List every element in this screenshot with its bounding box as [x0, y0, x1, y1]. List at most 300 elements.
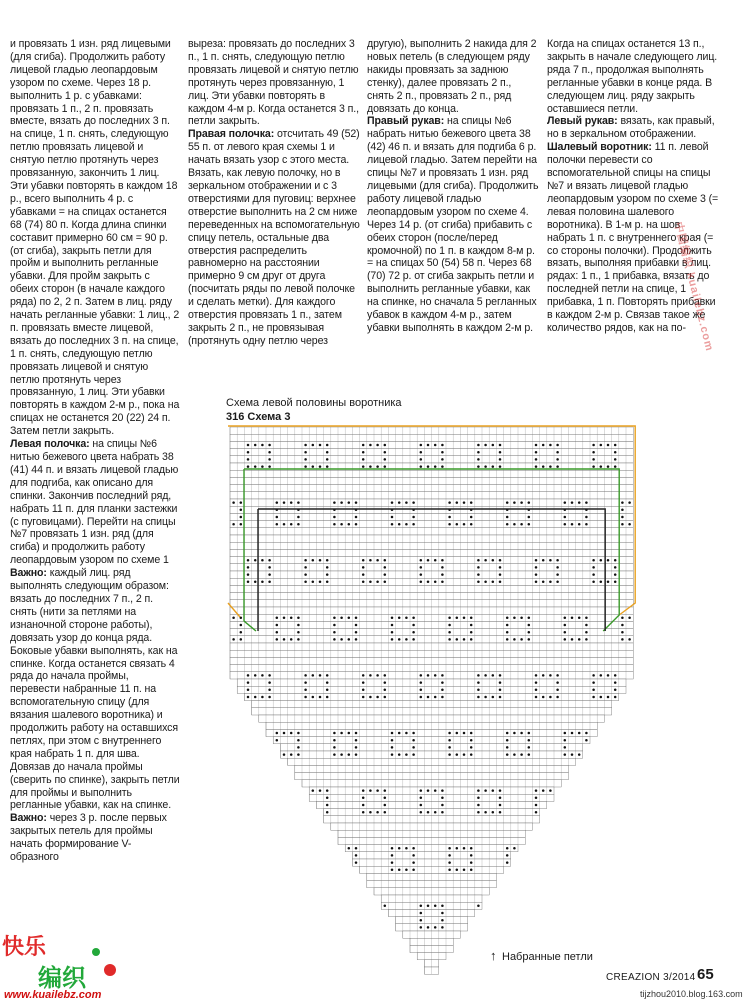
- pattern-dot: [456, 732, 459, 735]
- pattern-dot: [420, 797, 423, 800]
- watermark-vertical: 中国编织 kuailebz.com: [671, 220, 716, 353]
- pattern-dot: [535, 573, 538, 576]
- pattern-dot: [405, 501, 408, 504]
- pattern-dot: [585, 523, 588, 526]
- pattern-dot: [384, 811, 387, 814]
- pattern-dot: [513, 847, 516, 850]
- pattern-dot: [355, 631, 358, 634]
- pattern-dot: [535, 444, 538, 447]
- pattern-dot: [492, 674, 495, 677]
- pattern-dot: [448, 861, 451, 864]
- pattern-dot: [585, 739, 588, 742]
- pattern-dot: [448, 523, 451, 526]
- pattern-dot: [448, 638, 451, 641]
- pattern-dot: [520, 523, 523, 526]
- pattern-dot: [355, 638, 358, 641]
- pattern-dot: [348, 501, 351, 504]
- pattern-dot: [499, 811, 502, 814]
- pattern-dot: [470, 638, 473, 641]
- pattern-dot: [369, 581, 372, 584]
- pattern-dot: [240, 631, 243, 634]
- pattern-dot: [333, 631, 336, 634]
- pattern-dot: [578, 523, 581, 526]
- pattern-dot: [477, 811, 480, 814]
- pattern-dot: [333, 746, 336, 749]
- pattern-dot: [362, 804, 365, 807]
- pattern-dot: [614, 689, 617, 692]
- pattern-dot: [376, 811, 379, 814]
- pattern-dot: [340, 753, 343, 756]
- pattern-dot: [556, 566, 559, 569]
- pattern-dot: [513, 638, 516, 641]
- pattern-dot: [348, 847, 351, 850]
- pattern-dot: [420, 458, 423, 461]
- pattern-dot: [549, 696, 552, 699]
- pattern-dot: [268, 681, 271, 684]
- pattern-dot: [355, 617, 358, 620]
- cast-on-label: Набранные петли: [502, 951, 593, 963]
- pattern-dot: [506, 516, 509, 519]
- pattern-dot: [384, 566, 387, 569]
- paragraph-text: на спицы №6 набрать нитью бежевого цвета 38 (42) 46 п. и вязать для подгиба 6 р. лицевой гладью. Затем перейти на спицы №7 и провязать 1 изн. ряд лицевыми (для сгиба). Продолжить работу лицевой гладью леопардовым узором по схеме 4. Через 14 р. (от сгиба) прибавить с обеих сторон (после/перед кромочной) по 1 п. в каждом 8-м р. = на спицах 50 (54) 58 п. Через 68 (70) 72 р. от сгиба закрыть петли и выполнить регланные убавки, как на спинке, но сначала 5 регланных убавок в каждом 4-м р., затем убавки выполнять в каждом 2-м р.: [367, 115, 539, 334]
- pattern-dot: [585, 624, 588, 627]
- pattern-dot: [607, 696, 610, 699]
- svg-text:编织: 编织: [38, 964, 86, 992]
- pattern-dot: [384, 804, 387, 807]
- pattern-dot: [520, 732, 523, 735]
- pattern-dot: [297, 638, 300, 641]
- pattern-dot: [506, 732, 509, 735]
- pattern-dot: [297, 501, 300, 504]
- pattern-dot: [355, 847, 358, 850]
- pattern-dot: [268, 573, 271, 576]
- pattern-dot: [391, 516, 394, 519]
- pattern-dot: [420, 789, 423, 792]
- pattern-dot: [542, 465, 545, 468]
- pattern-dot: [420, 905, 423, 908]
- pattern-dot: [398, 617, 401, 620]
- pattern-dot: [405, 523, 408, 526]
- pattern-dot: [578, 753, 581, 756]
- pattern-dot: [348, 523, 351, 526]
- pattern-dot: [348, 732, 351, 735]
- pattern-dot: [304, 581, 307, 584]
- pattern-dot: [578, 617, 581, 620]
- pattern-dot: [420, 689, 423, 692]
- pattern-dot: [477, 451, 480, 454]
- pattern-dot: [592, 566, 595, 569]
- pattern-dot: [326, 797, 329, 800]
- pattern-dot: [254, 559, 257, 562]
- pattern-dot: [434, 811, 437, 814]
- pattern-dot: [297, 631, 300, 634]
- pattern-dot: [297, 732, 300, 735]
- pattern-dot: [549, 674, 552, 677]
- pattern-dot: [420, 811, 423, 814]
- pattern-dot: [261, 674, 264, 677]
- pattern-dot: [585, 501, 588, 504]
- pattern-dot: [412, 746, 415, 749]
- pattern-dot: [405, 847, 408, 850]
- pattern-dot: [456, 847, 459, 850]
- pattern-dot: [592, 674, 595, 677]
- pattern-dot: [304, 573, 307, 576]
- paragraph: [547, 115, 721, 141]
- pattern-dot: [513, 523, 516, 526]
- pattern-dot: [441, 811, 444, 814]
- pattern-dot: [607, 465, 610, 468]
- pattern-dot: [492, 444, 495, 447]
- pattern-dot: [600, 674, 603, 677]
- pattern-dot: [398, 732, 401, 735]
- pattern-dot: [434, 696, 437, 699]
- pattern-dot: [463, 501, 466, 504]
- pattern-dot: [362, 444, 365, 447]
- pattern-dot: [499, 566, 502, 569]
- pattern-dot: [470, 631, 473, 634]
- pattern-dot: [369, 465, 372, 468]
- pattern-dot: [362, 689, 365, 692]
- pattern-dot: [268, 451, 271, 454]
- pattern-dot: [528, 638, 531, 641]
- pattern-dot: [412, 861, 415, 864]
- pattern-dot: [528, 746, 531, 749]
- pattern-dot: [542, 559, 545, 562]
- section-heading: Правая полочка:: [188, 128, 275, 141]
- pattern-dot: [556, 581, 559, 584]
- pattern-dot: [268, 696, 271, 699]
- pattern-dot: [441, 465, 444, 468]
- pattern-dot: [513, 501, 516, 504]
- pattern-dot: [564, 631, 567, 634]
- pattern-dot: [427, 674, 430, 677]
- pattern-dot: [448, 516, 451, 519]
- section-heading: Важно:: [10, 567, 47, 580]
- pattern-dot: [326, 451, 329, 454]
- pattern-dot: [535, 804, 538, 807]
- pattern-dot: [499, 451, 502, 454]
- pattern-dot: [506, 624, 509, 627]
- pattern-dot: [326, 681, 329, 684]
- pattern-dot: [376, 444, 379, 447]
- pattern-dot: [384, 696, 387, 699]
- pattern-dot: [333, 617, 336, 620]
- pattern-dot: [420, 681, 423, 684]
- pattern-dot: [542, 581, 545, 584]
- pattern-dot: [564, 516, 567, 519]
- pattern-dot: [391, 501, 394, 504]
- pattern-dot: [376, 465, 379, 468]
- pattern-dot: [398, 869, 401, 872]
- pattern-dot: [470, 753, 473, 756]
- pattern-dot: [520, 638, 523, 641]
- pattern-dot: [535, 789, 538, 792]
- pattern-dot: [506, 617, 509, 620]
- pattern-dot: [600, 559, 603, 562]
- text-column-2: [188, 38, 360, 386]
- pattern-dot: [535, 559, 538, 562]
- pattern-dot: [614, 674, 617, 677]
- pattern-dot: [535, 797, 538, 800]
- pattern-dot: [268, 674, 271, 677]
- pattern-dot: [600, 581, 603, 584]
- pattern-dot: [283, 501, 286, 504]
- pattern-dot: [362, 573, 365, 576]
- pattern-dot: [340, 501, 343, 504]
- pattern-dot: [340, 523, 343, 526]
- pattern-dot: [542, 789, 545, 792]
- pattern-dot: [420, 674, 423, 677]
- pattern-dot: [441, 458, 444, 461]
- pattern-dot: [398, 523, 401, 526]
- pattern-dot: [326, 581, 329, 584]
- pattern-dot: [369, 696, 372, 699]
- pattern-dot: [376, 789, 379, 792]
- pattern-dot: [441, 444, 444, 447]
- pattern-dot: [564, 739, 567, 742]
- pattern-dot: [362, 696, 365, 699]
- pattern-dot: [304, 451, 307, 454]
- pattern-dot: [412, 869, 415, 872]
- pattern-dot: [456, 501, 459, 504]
- pattern-dot: [621, 631, 624, 634]
- pattern-dot: [355, 516, 358, 519]
- pattern-dot: [600, 696, 603, 699]
- cast-on-arrow-icon: ↑: [490, 948, 497, 963]
- pattern-dot: [427, 581, 430, 584]
- pattern-dot: [621, 624, 624, 627]
- pattern-dot: [628, 501, 631, 504]
- pattern-dot: [506, 523, 509, 526]
- paragraph: [10, 567, 180, 812]
- pattern-dot: [528, 631, 531, 634]
- pattern-dot: [376, 696, 379, 699]
- pattern-dot: [391, 746, 394, 749]
- pattern-dot: [297, 624, 300, 627]
- pattern-dot: [348, 753, 351, 756]
- pattern-dot: [542, 674, 545, 677]
- pattern-dot: [513, 617, 516, 620]
- pattern-dot: [276, 501, 279, 504]
- pattern-dot: [405, 617, 408, 620]
- pattern-dot: [283, 617, 286, 620]
- pattern-dot: [304, 681, 307, 684]
- pattern-dot: [499, 458, 502, 461]
- pattern-dot: [528, 523, 531, 526]
- pattern-dot: [304, 465, 307, 468]
- pattern-dot: [470, 739, 473, 742]
- pattern-dot: [276, 638, 279, 641]
- pattern-dot: [384, 689, 387, 692]
- chart-caption: Схема левой половины воротника: [226, 397, 402, 409]
- pattern-dot: [326, 465, 329, 468]
- pattern-dot: [535, 811, 538, 814]
- pattern-dot: [297, 523, 300, 526]
- pattern-dot: [564, 523, 567, 526]
- pattern-dot: [477, 797, 480, 800]
- pattern-dot: [556, 696, 559, 699]
- pattern-dot: [628, 617, 631, 620]
- pattern-dot: [492, 559, 495, 562]
- pattern-dot: [434, 926, 437, 929]
- pattern-dot: [326, 444, 329, 447]
- pattern-dot: [304, 458, 307, 461]
- pattern-dot: [607, 444, 610, 447]
- pattern-dot: [614, 573, 617, 576]
- pattern-dot: [434, 465, 437, 468]
- pattern-dot: [549, 444, 552, 447]
- pattern-dot: [535, 566, 538, 569]
- section-heading: Шалевый воротник:: [547, 141, 652, 154]
- pattern-dot: [369, 559, 372, 562]
- pattern-dot: [290, 638, 293, 641]
- pattern-dot: [391, 854, 394, 857]
- pattern-dot: [355, 624, 358, 627]
- pattern-dot: [571, 638, 574, 641]
- section-heading: Важно:: [10, 812, 47, 825]
- paragraph: [10, 812, 180, 864]
- pattern-dot: [384, 458, 387, 461]
- pattern-dot: [499, 674, 502, 677]
- pattern-dot: [549, 789, 552, 792]
- pattern-dot: [614, 458, 617, 461]
- pattern-dot: [520, 753, 523, 756]
- pattern-dot: [384, 581, 387, 584]
- paragraph-text: вязать, как правый, но в зеркальном отображении.: [547, 115, 715, 141]
- pattern-dot: [355, 753, 358, 756]
- pattern-dot: [499, 465, 502, 468]
- pattern-dot: [528, 501, 531, 504]
- pattern-dot: [542, 444, 545, 447]
- pattern-dot: [470, 732, 473, 735]
- pattern-dot: [549, 465, 552, 468]
- paragraph: [10, 38, 180, 438]
- pattern-dot: [355, 861, 358, 864]
- pattern-dot: [391, 523, 394, 526]
- pattern-dot: [398, 753, 401, 756]
- pattern-dot: [448, 617, 451, 620]
- pattern-dot: [499, 581, 502, 584]
- pattern-dot: [412, 854, 415, 857]
- pattern-dot: [506, 739, 509, 742]
- pattern-dot: [333, 624, 336, 627]
- pattern-dot: [470, 746, 473, 749]
- pattern-dot: [304, 559, 307, 562]
- pattern-dot: [520, 501, 523, 504]
- pattern-dot: [412, 732, 415, 735]
- pattern-dot: [326, 811, 329, 814]
- pattern-dot: [312, 581, 315, 584]
- pattern-dot: [470, 861, 473, 864]
- pattern-dot: [420, 465, 423, 468]
- pattern-dot: [585, 638, 588, 641]
- pattern-dot: [290, 753, 293, 756]
- pattern-dot: [268, 465, 271, 468]
- pattern-dot: [340, 617, 343, 620]
- pattern-dot: [484, 581, 487, 584]
- paragraph-text: выреза: провязать до последних 3 п., 1 п. снять, следующую петлю провязать лицевой и снятую петлю протянуть через провязанную, 1 лиц. Эти убавки повторять в каждом 4-м р. Когда останется 3 п., петли закрыть.: [188, 38, 359, 128]
- pattern-dot: [412, 753, 415, 756]
- paragraph-text: другую), выполнить 2 накида для 2 новых петель (в следующем ряду накиды провязать за заднюю стенку), далее провязать 2 п., снять 2 п., провязать 2 п., ряд довязать до конца.: [367, 38, 537, 115]
- pattern-dot: [578, 638, 581, 641]
- pattern-dot: [556, 573, 559, 576]
- pattern-dot: [621, 509, 624, 512]
- pattern-dot: [549, 581, 552, 584]
- pattern-dot: [240, 509, 243, 512]
- pattern-dot: [412, 638, 415, 641]
- pattern-dot: [535, 674, 538, 677]
- pattern-dot: [506, 638, 509, 641]
- pattern-dot: [254, 696, 257, 699]
- pattern-dot: [477, 444, 480, 447]
- pattern-dot: [420, 912, 423, 915]
- pattern-dot: [434, 905, 437, 908]
- pattern-dot: [592, 465, 595, 468]
- pattern-dot: [614, 696, 617, 699]
- pattern-dot: [326, 804, 329, 807]
- pattern-dot: [484, 444, 487, 447]
- pattern-dot: [499, 681, 502, 684]
- pattern-dot: [470, 847, 473, 850]
- pattern-dot: [326, 674, 329, 677]
- pattern-dot: [621, 516, 624, 519]
- pattern-dot: [477, 465, 480, 468]
- pattern-dot: [484, 674, 487, 677]
- pattern-dot: [412, 516, 415, 519]
- pattern-dot: [297, 753, 300, 756]
- pattern-dot: [420, 926, 423, 929]
- pattern-dot: [564, 501, 567, 504]
- pattern-dot: [463, 617, 466, 620]
- pattern-dot: [240, 624, 243, 627]
- pattern-dot: [456, 869, 459, 872]
- pattern-dot: [628, 523, 631, 526]
- pattern-dot: [362, 465, 365, 468]
- pattern-dot: [283, 638, 286, 641]
- pattern-dot: [304, 689, 307, 692]
- pattern-dot: [585, 631, 588, 634]
- pattern-dot: [420, 919, 423, 922]
- pattern-dot: [477, 674, 480, 677]
- pattern-dot: [405, 638, 408, 641]
- pattern-dot: [420, 804, 423, 807]
- pattern-dot: [556, 451, 559, 454]
- pattern-dot: [319, 789, 322, 792]
- pattern-dot: [549, 559, 552, 562]
- pattern-dot: [578, 732, 581, 735]
- paragraph: [188, 128, 360, 347]
- pattern-dot: [448, 753, 451, 756]
- pattern-dot: [283, 732, 286, 735]
- pattern-dot: [607, 559, 610, 562]
- pattern-dot: [261, 696, 264, 699]
- pattern-dot: [276, 516, 279, 519]
- pattern-dot: [556, 559, 559, 562]
- pattern-dot: [333, 501, 336, 504]
- pattern-dot: [312, 559, 315, 562]
- section-heading: Правый рукав:: [367, 115, 445, 128]
- pattern-dot: [427, 444, 430, 447]
- pattern-dot: [304, 566, 307, 569]
- pattern-dot: [621, 638, 624, 641]
- pattern-dot: [384, 905, 387, 908]
- pattern-dot: [391, 638, 394, 641]
- pattern-dot: [448, 746, 451, 749]
- pattern-dot: [290, 523, 293, 526]
- pattern-dot: [326, 566, 329, 569]
- pattern-dot: [556, 681, 559, 684]
- pattern-dot: [477, 789, 480, 792]
